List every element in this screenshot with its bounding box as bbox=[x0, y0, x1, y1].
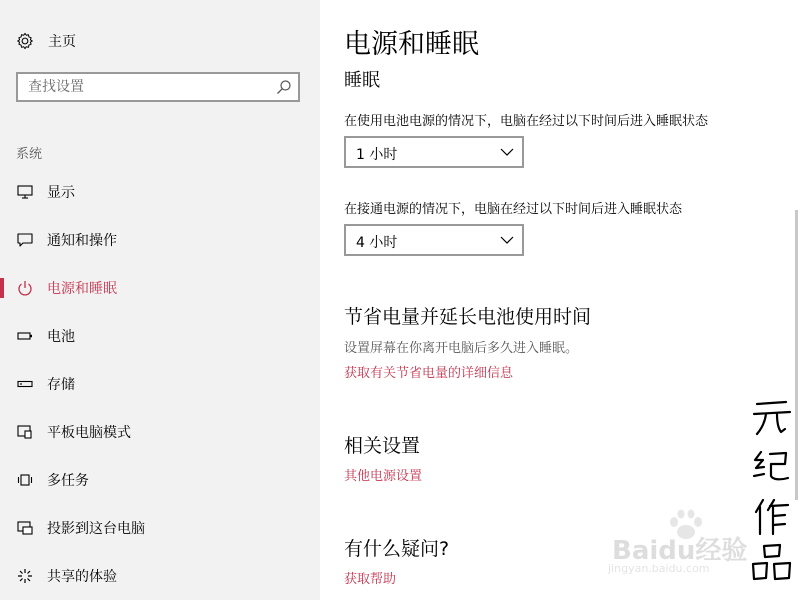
gear-icon bbox=[16, 32, 34, 50]
sidebar-item-label: 通知和操作 bbox=[47, 233, 117, 249]
battery-icon bbox=[16, 327, 34, 345]
chevron-down-icon bbox=[500, 234, 514, 246]
message-icon bbox=[16, 231, 34, 249]
sidebar-item-notifications[interactable] bbox=[0, 220, 320, 260]
sidebar-item-power-sleep[interactable] bbox=[0, 268, 320, 308]
tablet-mode-icon bbox=[16, 423, 34, 441]
sidebar-item-storage[interactable] bbox=[0, 364, 320, 404]
plugged-sleep-description: 在接通电源的情况下，电脑在经过以下时间后进入睡眠状态 bbox=[344, 202, 683, 217]
monitor-icon bbox=[16, 183, 34, 201]
question-heading: 有什么疑问? bbox=[344, 538, 450, 560]
sidebar-item-label: 投影到这台电脑 bbox=[47, 521, 145, 537]
plugged-sleep-dropdown[interactable] bbox=[344, 224, 524, 256]
sidebar-item-project[interactable] bbox=[0, 508, 320, 548]
save-battery-details-link[interactable]: 获取有关节省电量的详细信息 bbox=[344, 366, 514, 381]
sidebar-item-label: 平板电脑模式 bbox=[47, 425, 131, 441]
sidebar-item-battery[interactable] bbox=[0, 316, 320, 356]
save-battery-heading: 节省电量并延长电池使用时间 bbox=[344, 306, 592, 328]
multitask-icon bbox=[16, 471, 34, 489]
sidebar-item-label: 电池 bbox=[47, 329, 75, 345]
sidebar-item-display[interactable] bbox=[0, 172, 320, 212]
battery-sleep-dropdown[interactable] bbox=[344, 136, 524, 168]
sidebar-item-label: 多任务 bbox=[47, 473, 89, 489]
project-icon bbox=[16, 519, 34, 537]
sidebar-item-tablet-mode[interactable] bbox=[0, 412, 320, 452]
search-icon[interactable] bbox=[276, 79, 292, 95]
search-input[interactable] bbox=[18, 74, 278, 100]
watermark-text: Baidu经验 bbox=[612, 536, 748, 566]
sidebar-item-label: 显示 bbox=[47, 185, 75, 201]
handwritten-signature bbox=[748, 396, 796, 592]
sidebar-item-label: 电源和睡眠 bbox=[47, 281, 117, 297]
sidebar-item-label: 共享的体验 bbox=[47, 569, 117, 585]
watermark-url: jingyan.baidu.com bbox=[608, 562, 710, 575]
related-settings-heading: 相关设置 bbox=[344, 435, 421, 457]
chevron-down-icon bbox=[500, 146, 514, 158]
home-label: 主页 bbox=[48, 34, 76, 50]
battery-sleep-value: 1 小时 bbox=[356, 147, 398, 163]
battery-sleep-description: 在使用电池电源的情况下，电脑在经过以下时间后进入睡眠状态 bbox=[344, 114, 709, 129]
sidebar-item-label: 存储 bbox=[47, 377, 75, 393]
storage-icon bbox=[16, 375, 34, 393]
sidebar-item-shared-experiences[interactable] bbox=[0, 556, 320, 596]
page-title: 电源和睡眠 bbox=[344, 29, 479, 60]
system-section-label: 系统 bbox=[16, 147, 43, 162]
sidebar-item-multitasking[interactable] bbox=[0, 460, 320, 500]
share-icon bbox=[16, 567, 34, 585]
search-box[interactable] bbox=[16, 72, 300, 102]
sleep-heading: 睡眠 bbox=[344, 70, 380, 91]
power-icon bbox=[16, 279, 34, 297]
sidebar bbox=[0, 0, 320, 600]
baidu-watermark bbox=[604, 508, 754, 594]
plugged-sleep-value: 4 小时 bbox=[356, 235, 398, 251]
additional-power-settings-link[interactable]: 其他电源设置 bbox=[344, 469, 423, 484]
save-battery-description: 设置屏幕在你离开电脑后多久进入睡眠。 bbox=[344, 341, 579, 356]
home-nav-item[interactable] bbox=[16, 30, 76, 52]
get-help-link[interactable]: 获取帮助 bbox=[344, 572, 397, 587]
